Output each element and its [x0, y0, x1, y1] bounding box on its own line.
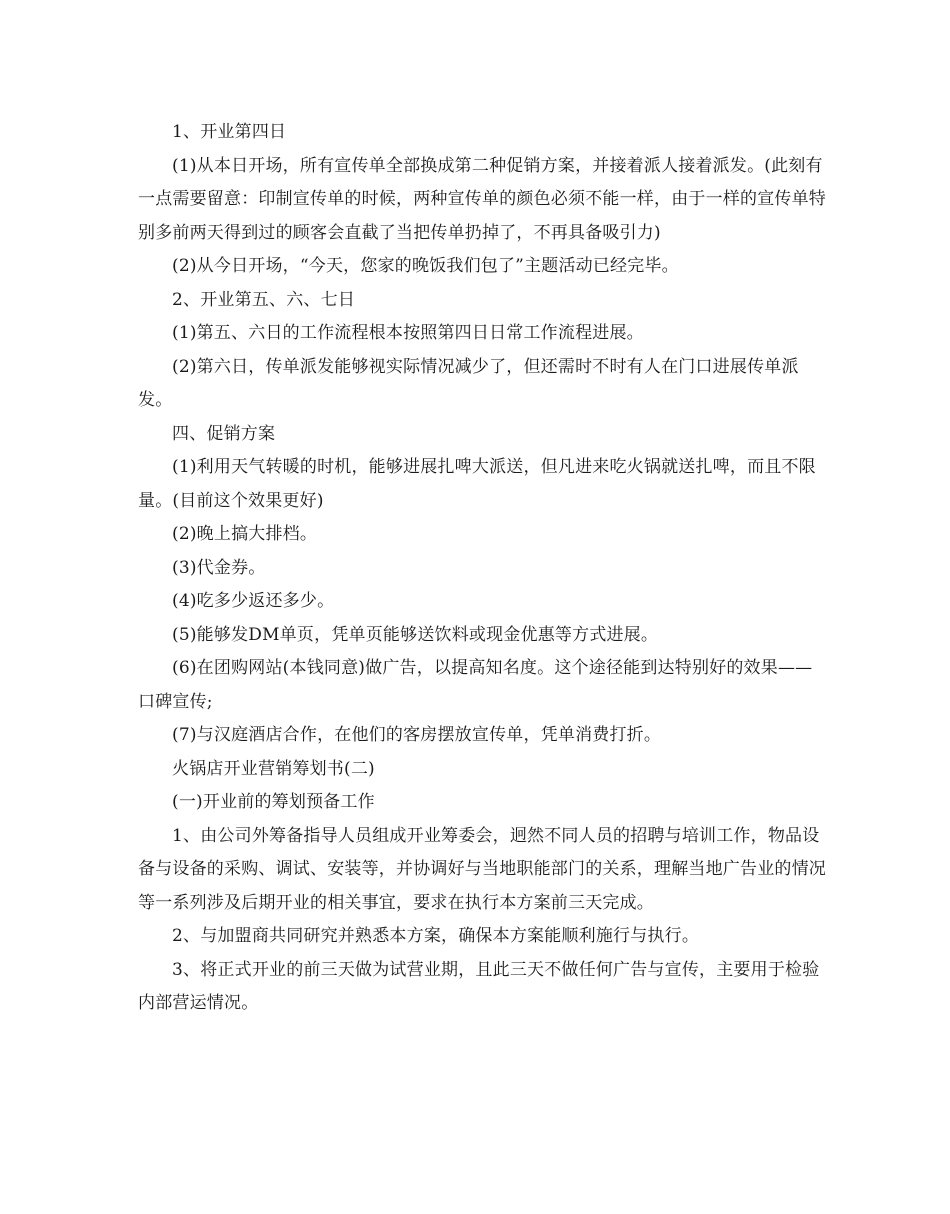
paragraph-promotion-item-2: (2)晚上搞大排档。 — [172, 524, 318, 544]
paragraph-promotion-item-5: (5)能够发DM单页，凭单页能够送饮料或现金优惠等方式进展。 — [172, 624, 659, 645]
paragraph-promotion-item-4: (4)吃多少返还多少。 — [172, 591, 335, 611]
paragraph-prep-item-2: 2、与加盟商共同研究并熟悉本方案，确保本方案能顺利施行与执行。 — [172, 926, 700, 946]
paragraph-promotion-item-7: (7)与汉庭酒店合作，在他们的客房摆放宣传单，凭单消费打折。 — [172, 725, 662, 745]
section-title-plan-two: 火锅店开业营销筹划书(二) — [172, 758, 375, 779]
heading-pre-opening-prep: (一)开业前的筹划预备工作 — [172, 792, 375, 812]
paragraph-prep-item-1: 1、由公司外筹备指导人员组成开业筹委会，迥然不同人员的招聘与培训工作，物品设备与设备的采购、调试、安装等，并协调好与当地职能部门的关系，理解当地广告业的情况等一系列涉及后期开业的相关事宜，要求在执行本方案前三天完成。 — [138, 825, 826, 913]
paragraph-promotion-item-3: (3)代金券。 — [172, 557, 266, 578]
heading-promotion-plan: 四、促销方案 — [172, 423, 276, 444]
paragraph-promotion-item-6: (6)在团购网站(本钱同意)做广告，以提高知名度。这个途径能到达特别好的效果——口碑宣传; — [138, 658, 813, 712]
document-body — [138, 116, 828, 1021]
heading-day-four: 1、开业第四日 — [172, 122, 287, 142]
paragraph-prep-item-3: 3、将正式开业的前三天做为试营业期，且此三天不做任何广告与宣传，主要用于检验内部营运情况。 — [138, 959, 820, 1013]
heading-days-five-to-seven: 2、开业第五、六、七日 — [172, 289, 356, 310]
paragraph-days-five-seven-item-1: (1)第五、六日的工作流程根本按照第四日日常工作流程进展。 — [172, 323, 644, 343]
paragraph-days-five-seven-item-2: (2)第六日，传单派发能够视实际情况减少了，但还需时不时有人在门口进展传单派发。 — [138, 356, 799, 410]
paragraph-day-four-item-1: (1)从本日开场，所有宣传单全部换成第二种促销方案，并接着派人接着派发。(此刻有一点需要留意：印制宣传单的时候，两种宣传单的颜色必须不能一样，由于一样的宣传单特别多前两天得到过的顾客会直截了当把传单扔掉了，不再具备吸引力) — [138, 155, 826, 243]
paragraph-promotion-item-1: (1)利用天气转暖的时机，能够进展扎啤大派送，但凡进来吃火锅就送扎啤，而且不限量。(目前这个效果更好) — [138, 457, 816, 511]
paragraph-day-four-item-2: (2)从今日开场，“今天，您家的晚饭我们包了”主题活动已经完毕。 — [172, 256, 679, 276]
